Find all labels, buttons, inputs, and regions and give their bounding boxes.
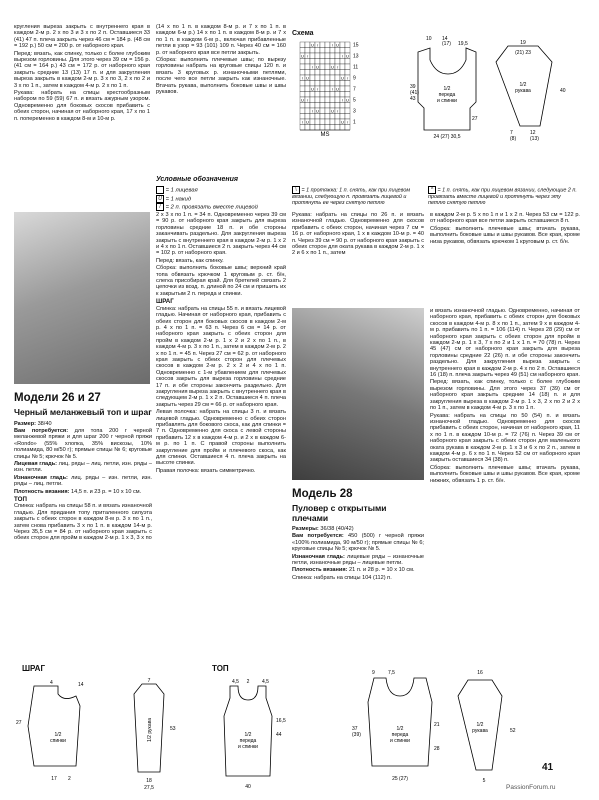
top-dim-4-5: 4,5 xyxy=(232,679,239,685)
schema-cell xyxy=(325,53,330,59)
shrag-dim-2: 2 xyxy=(68,776,71,782)
schema-cell xyxy=(340,86,345,92)
top-dim-44: 44 xyxy=(276,732,282,738)
schema-cell xyxy=(315,125,320,131)
schema-cell xyxy=(335,75,340,81)
m28-sleeve-dim-52: 52 xyxy=(510,728,516,734)
schema-symbol: \ xyxy=(311,108,314,114)
schema-cell xyxy=(305,70,310,76)
schema-cell xyxy=(310,114,315,120)
schema-row-label: 5 xyxy=(353,97,356,104)
legend-note-1: \ = 1 протяжка: 1 п. снять, как при лицевом вязании, следующую п. провязать лицевой и протянуть ее через снятую петлю xyxy=(292,187,411,207)
m28-sleeve-dim-16: 16 xyxy=(477,670,483,676)
schema-cell xyxy=(340,81,345,87)
m28-dim-25: 25 (27) xyxy=(392,776,408,782)
schema-cell xyxy=(325,86,330,92)
top-front-schematic xyxy=(410,30,485,140)
schema-symbol: / xyxy=(346,75,349,81)
schema-cell xyxy=(335,48,340,54)
schema-cell xyxy=(300,64,305,70)
model-28-info xyxy=(292,488,424,582)
schema-cell xyxy=(330,119,335,125)
schema-cell xyxy=(320,75,325,81)
schema-cell xyxy=(320,86,325,92)
shrag-dim-4: 4 xyxy=(50,680,53,686)
schema-symbol: U xyxy=(306,75,309,81)
top-body-schematic xyxy=(200,676,290,792)
schema-cell xyxy=(330,92,335,98)
page-number: 41 xyxy=(542,762,554,773)
schema-cell xyxy=(300,42,305,48)
schema-cell xyxy=(325,42,330,48)
schema-cell xyxy=(300,70,305,76)
front-dim-43: 43 xyxy=(410,96,416,102)
schema-cell xyxy=(335,103,340,109)
schema-cell xyxy=(325,81,330,87)
legend-title: Условные обозначения xyxy=(156,176,239,183)
schema-cell xyxy=(320,42,325,48)
schema-symbol: U xyxy=(336,42,339,48)
schema-cell xyxy=(300,108,305,114)
schema-cell xyxy=(320,53,325,59)
schema-cell xyxy=(345,103,350,109)
schema-cell xyxy=(300,48,305,54)
schema-symbol: U xyxy=(341,75,344,81)
col2-top-text: (14 х по 1 п. в каждом 8-м р. и 7 х по 1 п. в каждом 6-м р.) 14 х по 1 п. в каждом 8-м р. и 7 х по 1 п. в каждом 6-м р., включая прибавленные петли в узор = 93 (101) 109 п. Через 40 см = 160 р. от наборного края все петли закрыть. Сборка: выполнить плечевые швы; по вырезу горловины набрать на круговые спицы 120 п. и вязать 3 круговых р. изнаночными петлями, после чего все петли закрыть как изнаночные. Втачать рукава, выполнить боковые швы и швы рукавов. xyxy=(156,24,286,96)
model-28-specs: Размеры: 36/38 (40/42) Вам потребуется: 450 (500) г черной пряжи «100% полиамида, 90 м/50 г); прямые спицы № 6; круговые спицы № 5; крючок № 5. Изнаночная гладь: лицевые ряды – изнаночные петли, изнаночные ряды – лицевые петли. Плотность вязания: 21 п. и 28 р. = 10 х 10 см. Спинка: набрать на спицы 104 (112) п. xyxy=(292,526,424,581)
legend-symbol-yarnover: U xyxy=(156,195,164,203)
schema-cell xyxy=(310,48,315,54)
schema-cell xyxy=(315,97,320,103)
schema-cell xyxy=(330,103,335,109)
schema-cell xyxy=(340,42,345,48)
top-label-half: 1/2 xyxy=(244,732,252,738)
schema-cell xyxy=(315,119,320,125)
schema-cell xyxy=(305,64,310,70)
top-outline xyxy=(224,686,272,776)
shrag-dim-17: 17 xyxy=(51,776,57,782)
schema-cell xyxy=(320,119,325,125)
schema-cell xyxy=(345,92,350,98)
schema-symbol: \ xyxy=(311,64,314,70)
schema-cell xyxy=(310,70,315,76)
schema-title: Схема xyxy=(292,30,314,37)
schema-cell xyxy=(335,53,340,59)
legend-symbol-skp: \ xyxy=(292,186,300,194)
schema-cell xyxy=(335,97,340,103)
m28-label-front: переда xyxy=(391,732,409,738)
schema-cell xyxy=(335,70,340,76)
schema-cell xyxy=(325,75,330,81)
schema-symbol: \ xyxy=(341,97,344,103)
model-28-sleeve-schematic xyxy=(448,666,528,790)
schema-cell xyxy=(325,70,330,76)
m28-dim-9: 9 xyxy=(372,670,375,676)
schema-cell xyxy=(305,103,310,109)
m28-dim-7-5: 7,5 xyxy=(388,670,395,676)
schema-cell xyxy=(325,48,330,54)
schema-cell xyxy=(315,59,320,65)
schema-cell xyxy=(325,125,330,131)
schema-cell xyxy=(315,103,320,109)
schema-symbol: U xyxy=(341,119,344,125)
schema-cell xyxy=(310,59,315,65)
top-dim-2: 2 xyxy=(246,679,250,685)
legend-item-yarnover: U = 1 накид xyxy=(156,195,286,204)
m28-label-back: и спинки xyxy=(390,738,410,744)
schema-ms-label: MS xyxy=(320,132,330,136)
schema-cells xyxy=(300,42,350,130)
schema-cell xyxy=(310,81,315,87)
shrag-body-schematic xyxy=(14,676,124,786)
m28-dim-28: 28 xyxy=(434,746,440,752)
schema-cell xyxy=(300,59,305,65)
schema-cell xyxy=(320,114,325,120)
schema-cell xyxy=(320,92,325,98)
schema-cell xyxy=(330,59,335,65)
schema-cell xyxy=(300,125,305,131)
m28-sleeve-dim-5: 5 xyxy=(482,778,486,784)
shrag-label-back: спинки xyxy=(50,738,66,744)
schema-grid xyxy=(292,40,382,136)
schema-cell xyxy=(315,70,320,76)
schema-cell xyxy=(335,114,340,120)
schema-cell xyxy=(325,108,330,114)
m28-front-outline xyxy=(368,678,432,766)
schema-cell xyxy=(300,103,305,109)
model-26-photo xyxy=(14,212,150,384)
schema-row-label: 13 xyxy=(353,53,359,60)
sleeve-dim-19: 19 xyxy=(520,40,526,46)
shrag-sleeve-schematic xyxy=(122,676,192,792)
schema-row-label: 7 xyxy=(353,86,356,93)
shrag-dim-27: 27 xyxy=(16,720,22,726)
col2-mid-text: 2 х 3 х по 1 п. = 34 п. Одновременно через 39 см = 90 р. от наборного края закрыть для выреза горловины средние 18 п. и обе стороны заканчивать раздельно. Для закругления выреза закрыть с внутреннего края в каждом 2-м р. 1 х 2 и 4 х по 1 п. Оставшиеся 2 п. закрыть через 44 см = 102 р. от наборного края. Перед: вязать, как спинку. Сборка: выполнить боковые швы; верхний край топа обвязать крючком 1 круговым р. ст. б/н, слегка присобирая край. Для бретелей связать 2 цепочки из возд. п. длиной по 24 см и пришить их к закрытым 2 п. переда и спинки. ШРАГ Спинка: набрать на спицы 55 п. и вязать лицевой гладью. Начиная от наборного края, прибавить с обеих сторон для боковых скосов в каждом 2-м р. 4 х по 1 п. = 63 п. Через 6 см = 14 р. от наборного края закрыть с обеих сторон для пройм в каждом 2-м р. 1 х 2 и 2 х по 1 п., в каждом 4-м р. 3 х по 1 п., затем в каждом 2-м р. 2 х по 1 п. = 45 п. Через 27 см = 62 р. от наборного края закрыть с обеих сторон для плечевых скосов в каждом 2-м р. 2 х 2 и 4 х по 1 п. Одновременно с 1-м убавлением для плечевых скосов закрыть для выреза горловины средние 17 п. и обе стороны закончить раздельно. Для закругления выреза закрыть с внутреннего края в следующем 2-м р. 1 х 2 п. Оставшиеся 4 п. плеча закрыть через 29 см = 66 р. от наборного края. Левая полочка: набрать на спицы 3 п. и вязать лицевой гладью. Одновременно с обеих сторон прибавлять для бокового скоса, как для спинки = 7 п. Одновременно для скоса с левой стороны прибавить 12 х в каждом 4-м р. и 2 х в каждом 6-м р. по 1 п. С правой стороны выполнить закругление для пройм и плечевого скоса, как для спинки. Оставшиеся 4 п. плеча закрыть на высоте спинки. Правая полочка: вязать симметрично. xyxy=(156,212,286,474)
schema-cell xyxy=(320,64,325,70)
schema-cell xyxy=(330,48,335,54)
schema-cell xyxy=(340,48,345,54)
sleeve-dim-40: 40 xyxy=(560,88,566,94)
schema-cell xyxy=(325,97,330,103)
schema-symbol: U xyxy=(331,64,334,70)
schema-symbol: / xyxy=(316,42,319,48)
schema-cell xyxy=(320,59,325,65)
schema-cell xyxy=(310,119,315,125)
shrag-sleeve-dim-18: 18 xyxy=(146,778,152,784)
schema-cell xyxy=(345,125,350,131)
schema-cell xyxy=(315,81,320,87)
shrag-label-half: 1/2 xyxy=(54,732,62,738)
schema-symbol: / xyxy=(316,86,319,92)
sleeve-dim-13: (13) xyxy=(530,136,539,142)
shrag-dim-14: 14 xyxy=(78,682,84,688)
schema-cell xyxy=(330,81,335,87)
schema-cell xyxy=(325,114,330,120)
schema-cell xyxy=(335,125,340,131)
schema-cell xyxy=(320,81,325,87)
legend-symbol-k2tog: / xyxy=(156,203,164,211)
schema-cell xyxy=(345,70,350,76)
sleeve-dim-7: 7 xyxy=(510,130,513,136)
model-26-info xyxy=(14,392,152,543)
top-label-front: переда xyxy=(239,738,257,744)
schema-symbol: \ xyxy=(331,42,334,48)
shrag-back-outline xyxy=(28,686,80,766)
schema-cell xyxy=(305,86,310,92)
m28-dim-37: 37 xyxy=(352,726,358,732)
schema-row-label: 1 xyxy=(353,119,356,126)
schema-cell xyxy=(345,48,350,54)
m28-label-half: 1/2 xyxy=(396,726,404,732)
schema-symbol: / xyxy=(336,108,339,114)
schema-symbol: U xyxy=(316,108,319,114)
schema-cell xyxy=(345,42,350,48)
shrag-heading: ШРАГ xyxy=(156,298,174,306)
schema-cell xyxy=(315,92,320,98)
sleeve-dim-21-23: (21) 23 xyxy=(515,50,531,56)
schema-symbol: \ xyxy=(301,119,304,125)
schema-symbol: / xyxy=(336,64,339,70)
schema-cell xyxy=(345,59,350,65)
schema-cell xyxy=(320,97,325,103)
schema-cell xyxy=(325,64,330,70)
schema-cell xyxy=(345,114,350,120)
schema-cell xyxy=(320,48,325,54)
schema-cell xyxy=(315,53,320,59)
m28-dim-21: 21 xyxy=(434,722,440,728)
schema-cell xyxy=(310,103,315,109)
model-28-title: Модель 28 xyxy=(292,488,353,500)
schema-cell xyxy=(305,48,310,54)
schema-row-label: 9 xyxy=(353,75,356,82)
schema-cell xyxy=(325,119,330,125)
schema-cell xyxy=(345,64,350,70)
schema-cell xyxy=(340,125,345,131)
schema-cell xyxy=(340,70,345,76)
schema-cell xyxy=(325,59,330,65)
schema-cell xyxy=(330,114,335,120)
schema-symbol: U xyxy=(346,97,349,103)
col4-text: в каждом 2-м р. 5 х по 1 п и 1 х 2 п. Через 53 см = 122 р. от наборного края все петли закрыть оставшиеся 8 п. Сборка: выполнить плечевые швы; втачать рукава, выполнить боковые швы и швы рукавов. Все края, кроме низа рукавов, обвязать крючком 1 круговым р. ст. б/н. xyxy=(430,212,580,245)
schema-cell xyxy=(310,75,315,81)
front-dim-27: 27 xyxy=(472,116,478,122)
model-26-subtitle: Черный меланжевый топ и шраг xyxy=(14,407,152,417)
sleeve-label-half: 1/2 xyxy=(519,82,527,88)
front-dim-41: (41) xyxy=(410,90,419,96)
model-26-specs: Размер: 38/40 Вам потребуется: для топа 200 г черной меланжевой пряжи и для шраг 200 г черной пряжи «Rondo» (55% хлопка, 35% вискозы, 10% полиамида, 80 м/50 г); прямые спицы № 6; круговые спицы № 5; крючок № 5. Лицевая гладь: лиц. ряды – лиц. петли, изн. ряды – изн. петли. Изнаночная гладь: лиц. ряды – изн. петли, изн. ряды – лиц. петли. Плотность вязания: 14,5 п. и 23 р. = 10 х 10 см. ТОП Спинка: набрать на спицы 58 п. и вязать изнаночной гладью. Для придания топу приталенного силуэта закрыть с обеих сторон в каждом 8-м р. 3 х по 1 п., затем снова прибавить 3 х по 1 п. в каждом 14-м р. Через 35,5 см = 84 р. от наборного края закрыть с обеих сторон для пройм в каждом 2-м р. 1 х 3, 3 х по xyxy=(14,420,152,542)
schema-cell xyxy=(345,81,350,87)
m28-sleeve-label: рукава xyxy=(472,728,488,734)
schema-symbol: U xyxy=(336,86,339,92)
front-dim-10: 10 xyxy=(426,36,432,42)
schema-cell xyxy=(345,108,350,114)
col3-sleeve-text: Рукава: набрать на спицы по 26 п. и вязать изнаночной гладью. Одновременно для скосов прибавить с обеих сторон, начиная через 7 см = 16 р. от наборного края, 1 х в каждом 10-м р. = 40 п. Через 39 см = 90 р. от наборного края закрыть с обеих сторон для оката рукава в каждом 2-м р. 1 х 2 и 6 х по 1 п., затем xyxy=(292,212,424,257)
schema-cell xyxy=(340,114,345,120)
schema-symbol: \ xyxy=(301,75,304,81)
schema-symbol: \ xyxy=(331,86,334,92)
shrag-sleeve-dim-7: 7 xyxy=(147,678,151,684)
legend-note-2: ^ = 1 п. снять, как при лицевом вязании, следующие 2 п. провязать вместе лицевой и протянуть через эту петлю снятую петлю xyxy=(428,187,577,207)
model-28-subtitle: Пуловер с открытыми плечами xyxy=(292,503,387,523)
schema-row-label: 11 xyxy=(353,64,359,71)
m28-dim-39: (39) xyxy=(352,732,361,738)
schema-cell xyxy=(330,53,335,59)
schema-cell xyxy=(305,114,310,120)
schema-cell xyxy=(300,86,305,92)
model-26-title: Модели 26 и 27 xyxy=(14,392,101,404)
schema-cell xyxy=(330,75,335,81)
schema-cell xyxy=(305,42,310,48)
schema-cell xyxy=(320,70,325,76)
schema-cell xyxy=(340,103,345,109)
schema-cell xyxy=(300,114,305,120)
schema-cell xyxy=(335,92,340,98)
schema-symbol: U xyxy=(316,64,319,70)
watermark: PassionForum.ru xyxy=(506,784,556,791)
schema-cell xyxy=(335,81,340,87)
schema-cell xyxy=(305,125,310,131)
col4-mid-text: и вязать изнаночной гладью. Одновременно, начиная от наборного края, прибавить с обеих сторон для боковых скосов в каждом 4-м р. 8 х по 1 п., затем 9 х в каждом 4-м р. прибавить по 1 п. = 106 (114) п. Через 28 (29) см от наборного края закрыть с обеих сторон для пройм в каждом 2-м р. 1 х 3, 7 х по 2 и 1 х 1 п. = 70 (78) п. Через 45 (47) см от наборного края закрыть для выреза горловины средние 22 (26) п. и обе стороны закончить раздельно. Для закругления выреза закрыть с внутреннего края в каждом 2-м р. 4 х по 2 п. Оставшиеся 16 (18) п. плеча закрыть через 49 (51) см наборного края. Перед: вязать, как спинку, только с более глубоким вырезом горловины. Для этого через 37 (39) см от наборного края закрыть средние 14 (18) п. и для закругления выреза в каждом 2-м р. 1 х 3, 2 х по 2 и 2 х по 1 п., затем в каждом 4-м р. 3 х по 1 п. Рукава: набрать на спицы по 50 (54) п. и вязать изнаночной гладью. Одновременно для скосов прибавить с обеих сторон, начиная от наборного края, 11 х по 1 п. в каждом 10-м р. = 72 (76) п. Через 39 см от наборного края закрыть с обеих сторон для маленького оката рукава в каждом 2-м р. 1 х 3 и 6 х по 2 п., затем в каждом 4-м р. 6 х по 1 п. Через 52 см от наборного края закрыть оставшиеся 34 (38) п. Сборка: выполнить плечевые швы; втачать рукава, выполнить боковые швы и швы рукавов. Все края, кроме нижних, обвязать 1 р. ст. б/н. xyxy=(430,308,580,484)
shrag-sleeve-dim-27-5: 27,5 xyxy=(144,785,154,791)
shrag-sleeve-label: 1/2 рукава xyxy=(147,717,153,743)
schema-cell xyxy=(325,92,330,98)
schema-cell xyxy=(310,97,315,103)
schema-cell xyxy=(305,108,310,114)
legend xyxy=(156,176,286,212)
schema-symbol: / xyxy=(346,119,349,125)
front-dim-width: 24 (27) 30,5 xyxy=(433,134,461,140)
legend-symbol-sk2p: ^ xyxy=(428,186,436,194)
schema-cell xyxy=(315,48,320,54)
legend-item-k2tog: / = 2 п. провязать вместе лицевой xyxy=(156,203,286,212)
top-dim-16-5: 16,5 xyxy=(276,718,286,724)
legend-symbol-knit xyxy=(156,186,164,194)
schema-cell xyxy=(340,108,345,114)
schema-cell xyxy=(320,125,325,131)
schema-cell xyxy=(340,64,345,70)
schema-cell xyxy=(320,103,325,109)
schema-cell xyxy=(305,81,310,87)
shrag-sleeve-dim-53: 53 xyxy=(170,726,176,732)
schema-symbol: U xyxy=(346,53,349,59)
col1-top-text: кругления выреза закрыть с внутреннего края в каждом 2-м р. 2 х по 3 и 3 х по 2 п. Оставшиеся 33 (41) 47 п. плеча закрыть через 46 см = 184 р. (48 см = 192 р.) 50 см = 200 р. от наборного края. Перед: вязать, как спинку, только с более глубоким вырезом горловины. Для этого через 39 см = 156 р. (41 см = 164 р.) 43 см = 172 р. от наборного края закрыть средние 13 (13) 17 п. и для закругления выреза закрыть в каждом 2-м р. 3 х по 3, 2 х по 2 и 3 х по 1 п., затем в каждом 4-м р. 2 х по 1 п. Рукава: набрать на спицы крестообразным набором по 59 (59) 67 п. и вязать ажурным узором. Одновременно для боковых скосов прибавить с обеих сторон, начиная от наборного края, 17 х по 1 п. попеременно в каждом 8-м и 10-м р. xyxy=(14,24,150,122)
front-dim-17: (17) xyxy=(442,41,451,47)
bottom-shrag-title: ШРАГ xyxy=(22,664,45,673)
schema-cell xyxy=(305,59,310,65)
schema-labels xyxy=(353,43,359,126)
m28-sleeve-label-half: 1/2 xyxy=(476,722,484,728)
schema-cell xyxy=(335,59,340,65)
model-28-photo xyxy=(292,308,424,480)
front-dim-19-5: 19,5 xyxy=(458,41,468,47)
schema-cell xyxy=(340,59,345,65)
schema-cell xyxy=(315,75,320,81)
schema-symbol: U xyxy=(331,108,334,114)
schema-symbol: U xyxy=(301,53,304,59)
schema-cell xyxy=(305,92,310,98)
schema-row-label: 15 xyxy=(353,42,359,49)
schema-cell xyxy=(335,119,340,125)
schema-symbol: U xyxy=(311,42,314,48)
schema-row-label: 3 xyxy=(353,108,356,115)
front-dim-39: 39 xyxy=(410,84,416,90)
schema-cell xyxy=(310,125,315,131)
top-dim-4-5b: 4,5 xyxy=(262,679,269,685)
bottom-top-title: ТОП xyxy=(212,664,229,673)
schema-symbol: U xyxy=(311,86,314,92)
top-sleeve-schematic xyxy=(488,36,578,146)
schema-cell xyxy=(345,86,350,92)
top-dim-40: 40 xyxy=(245,784,251,790)
front-label-half: 1/2 xyxy=(443,86,451,92)
front-label-back: и спинки xyxy=(437,98,457,104)
schema-symbol: / xyxy=(306,97,309,103)
top-label-back: и спинки xyxy=(238,744,258,750)
schema-symbol: \ xyxy=(341,53,344,59)
sleeve-label-sleeve: рукава xyxy=(515,88,531,94)
schema-cell xyxy=(330,97,335,103)
schema-cell xyxy=(300,81,305,87)
model-28-front-schematic xyxy=(352,666,444,786)
top-back-text: Спинка: набрать на спицы 58 п. и вязать изнаночной гладью. Для придания топу приталенного силуэта закрыть с обеих сторон в каждом 8-м р. 3 х по 1 п., затем снова прибавить 3 х по 1 п. в каждом 14-м р. Через 35,5 см = 84 р. от наборного края закрыть с обеих сторон для пройм в каждом 2-м р. 1 х 3, 3 х по xyxy=(14,503,152,542)
schema-cell xyxy=(300,92,305,98)
schema-cell xyxy=(315,114,320,120)
schema-cell xyxy=(330,125,335,131)
legend-item-knit: = 1 лицевая xyxy=(156,186,286,195)
front-dim-14: 14 xyxy=(442,36,448,42)
schema-cell xyxy=(310,92,315,98)
schema-cell xyxy=(310,53,315,59)
schema-cell xyxy=(330,70,335,76)
front-label-front: переда xyxy=(438,92,456,98)
top-heading: ТОП xyxy=(14,495,27,503)
sleeve-dim-8: (8) xyxy=(510,136,517,142)
schema-cell xyxy=(320,108,325,114)
schema-cell xyxy=(325,103,330,109)
sleeve-dim-12: 12 xyxy=(530,130,536,136)
schema-symbol: U xyxy=(306,119,309,125)
schema-symbol: U xyxy=(301,97,304,103)
schema-symbol: / xyxy=(306,53,309,59)
schema-cell xyxy=(340,92,345,98)
